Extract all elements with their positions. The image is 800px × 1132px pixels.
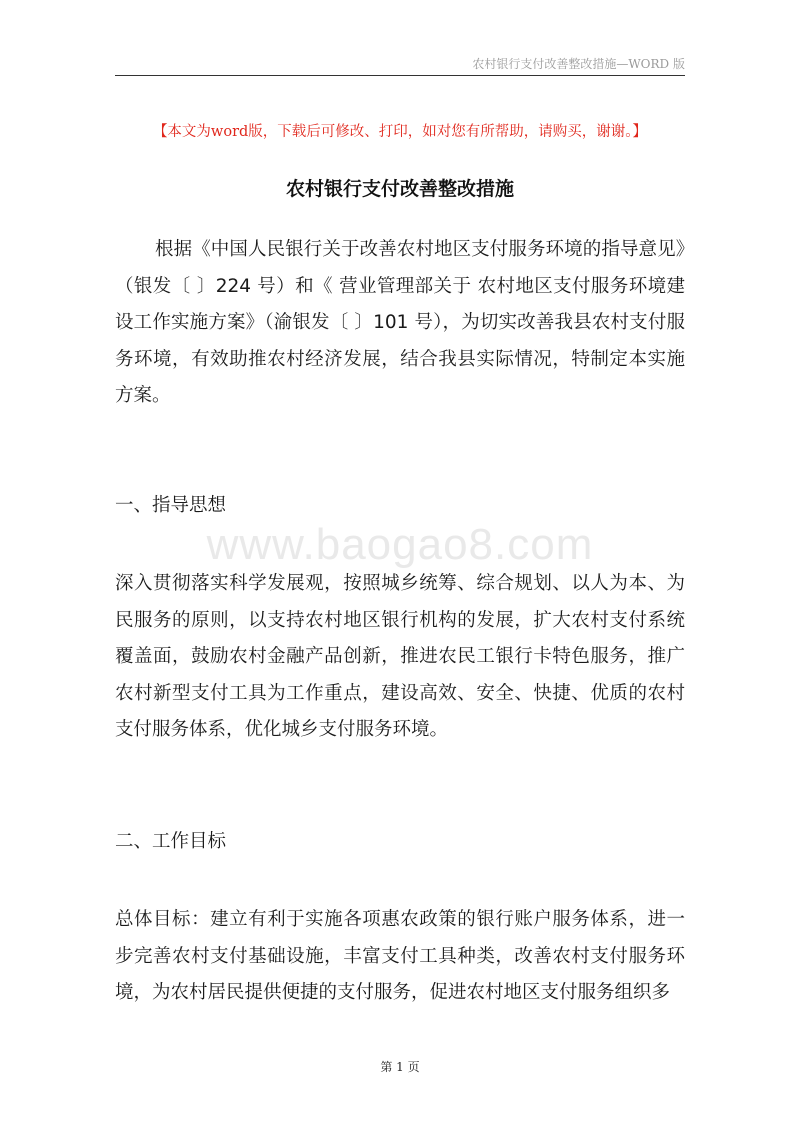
- section-heading-work-goals: 二、工作目标: [115, 831, 227, 852]
- document-title: 农村银行支付改善整改措施: [285, 178, 514, 200]
- section-heading-guiding-thought: 一、指导思想: [115, 495, 227, 516]
- download-notice: 【本文为word版，下载后可修改、打印，如对您有所帮助，请购买，谢谢。】: [152, 124, 648, 140]
- running-header: 农村银行支付改善整改措施—WORD 版: [472, 57, 685, 71]
- page-number: 第 1 页: [380, 1060, 420, 1074]
- intro-paragraph: 根据《中国人民银行关于改善农村地区支付服务环境的指导意见》（银发〔 〕224 号）和《 营业管理部关于 农村地区支付服务环境建设工作实施方案》（渝银发〔 〕101 号），为切实改善我县农村支付服务环境，有效助推农村经济发展，结合我县实际情况，特制定本实施方案。: [115, 239, 685, 406]
- site-watermark: www.baogao8.com: [206, 520, 594, 569]
- work-goals-paragraph: 总体目标：建立有利于实施各项惠农政策的银行账户服务体系，进一步完善农村支付基础设施，丰富支付工具种类，改善农村支付服务环境，为农村居民提供便捷的支付服务，促进农村地区支付服务组织多: [115, 909, 685, 1003]
- header-divider: [115, 75, 685, 76]
- guiding-thought-paragraph: 深入贯彻落实科学发展观，按照城乡统筹、综合规划、以人为本、为民服务的原则，以支持农村地区银行机构的发展，扩大农村支付系统覆盖面，鼓励农村金融产品创新，推进农民工银行卡特色服务，推广农村新型支付工具为工作重点，建设高效、安全、快捷、优质的农村支付服务体系，优化城乡支付服务环境。: [115, 573, 685, 740]
